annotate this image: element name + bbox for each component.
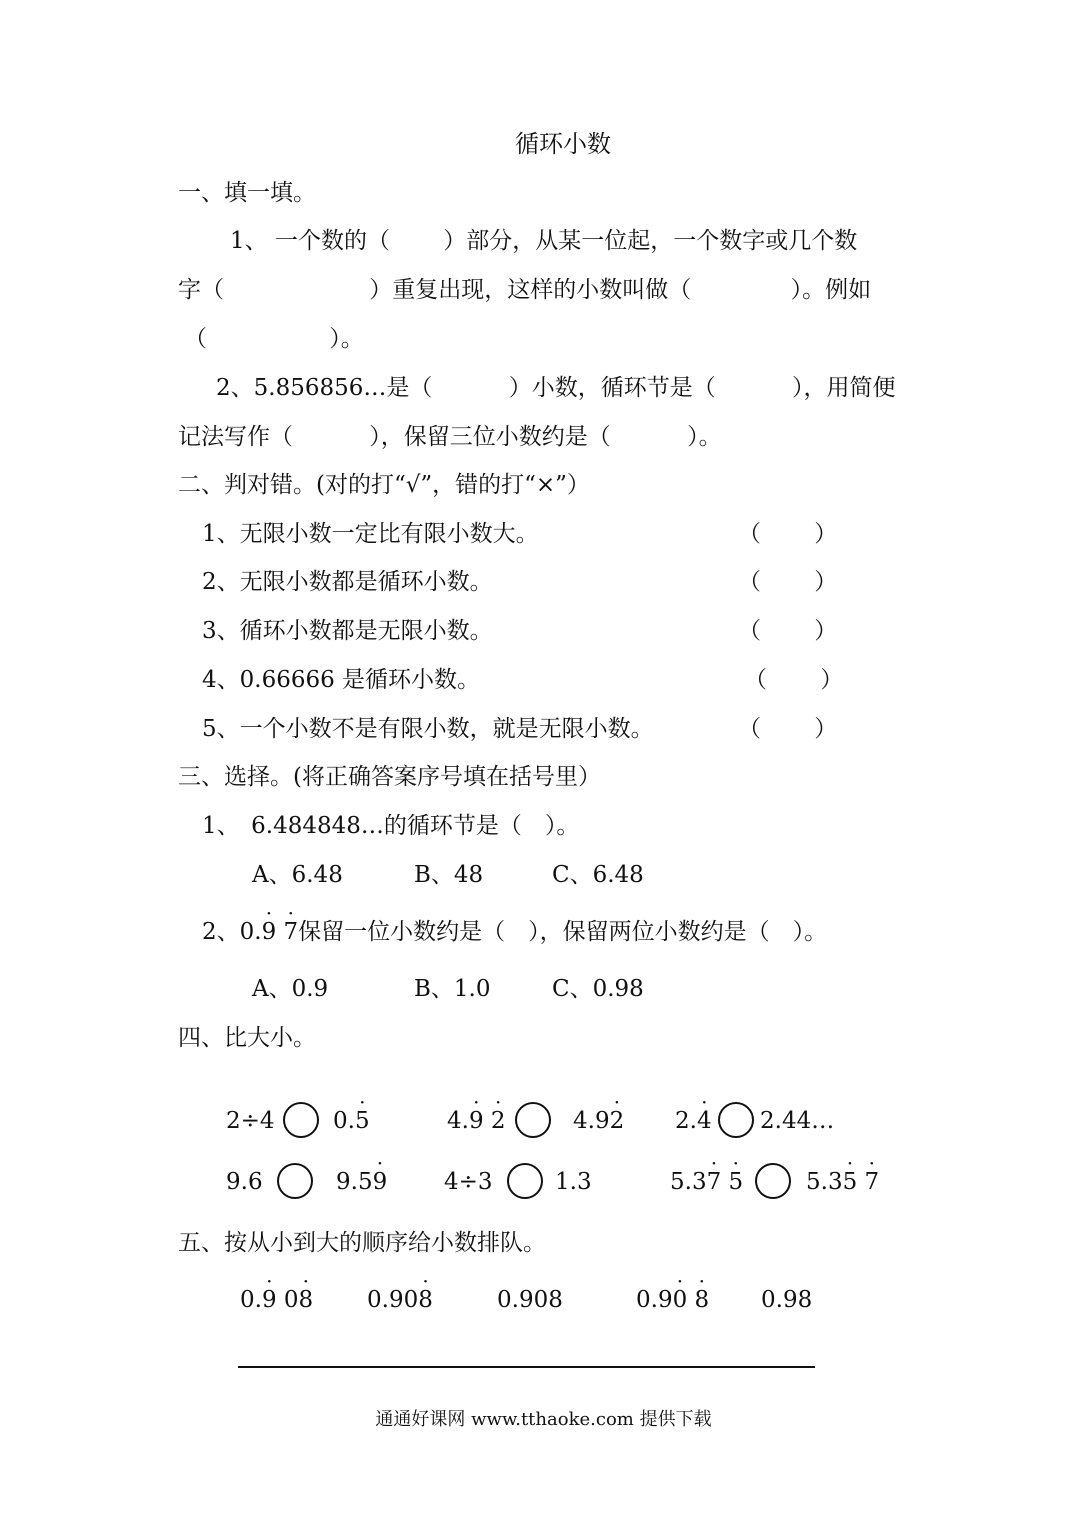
- s3-q2: [202, 917, 827, 947]
- number-base: 0.: [240, 1287, 262, 1313]
- s1-q1-line2: 字（ ）重复出现，这样的小数叫做（ ）。例如: [178, 277, 872, 303]
- repeating-digit: 7 ·: [284, 917, 299, 947]
- order-number: [367, 1285, 433, 1315]
- s3-q2-suffix: 保留一位小数约是（ ），保留两位小数约是（ ）。: [298, 919, 828, 945]
- s1-q1-line1: 1、 一个数的（ ）部分，从某一位起，一个数字或几个数: [230, 228, 858, 254]
- s1-q1-line3: （ ）。: [184, 326, 364, 352]
- repeating-digit: 5 ·: [729, 1167, 744, 1197]
- compare-left: 9.6: [226, 1169, 263, 1195]
- page-title: 循环小数: [515, 130, 611, 158]
- section-2-heading: 二、判对错。(对的打“√”，错的打“×”）: [178, 472, 590, 498]
- s1-q2-line2: 记法写作（ ），保留三位小数约是（ ）。: [178, 424, 722, 450]
- s2-item-text: 3、循环小数都是无限小数。: [202, 618, 493, 644]
- compare-left: [447, 1106, 506, 1136]
- s3-q2-prefix: 2、0.: [202, 919, 262, 945]
- repeating-digit: 5 ·: [843, 1167, 858, 1197]
- s2-item-text: 4、0.66666 是循环小数。: [202, 667, 481, 693]
- number-base: 0.90: [367, 1287, 419, 1313]
- footer-divider: [238, 1366, 815, 1368]
- s3-q2-option-c: C、0.98: [552, 976, 644, 1002]
- repeating-digit: 9 ·: [469, 1106, 484, 1136]
- s2-item-blank: （ ）: [738, 521, 838, 547]
- section-5-heading: 五、按从小到大的顺序给小数排队。: [178, 1230, 546, 1256]
- number-base: 5.3: [806, 1169, 843, 1195]
- compare-left: [675, 1106, 712, 1136]
- s2-item-blank: （ ）: [738, 569, 838, 595]
- s1-q2-line1: 2、5.856856…是（ ）小数，循环节是（ ），用简便: [216, 375, 896, 401]
- repeating-digit: 9 ·: [262, 1285, 277, 1315]
- number-digit: 0: [283, 1287, 299, 1313]
- number-base: 0.9: [636, 1287, 673, 1313]
- s3-q1-option-b: B、48: [414, 862, 484, 888]
- order-number: 0.98: [761, 1287, 813, 1313]
- number-base: 5.3: [670, 1169, 707, 1195]
- s2-item-text: 2、无限小数都是循环小数。: [202, 569, 493, 595]
- compare-left: [670, 1167, 743, 1197]
- order-number: [240, 1285, 313, 1315]
- compare-right: [573, 1106, 624, 1136]
- s3-q1: 1、 6.484848…的循环节是（ ）。: [202, 813, 580, 839]
- order-number: [636, 1285, 709, 1315]
- number-base: 9.5: [336, 1169, 373, 1195]
- section-4-heading: 四、比大小。: [178, 1025, 316, 1051]
- s2-item-blank: （ ）: [738, 716, 838, 742]
- compare-right: [336, 1167, 387, 1197]
- repeating-digit: 4 ·: [697, 1106, 712, 1136]
- number-base: 2.: [675, 1108, 697, 1134]
- compare-right: 1.3: [555, 1169, 592, 1195]
- compare-right: 2.44…: [760, 1108, 835, 1134]
- s3-q1-option-c: C、6.48: [552, 862, 644, 888]
- compare-right: [333, 1106, 370, 1136]
- order-number: 0.908: [497, 1287, 563, 1313]
- compare-circle[interactable]: [718, 1102, 754, 1138]
- repeating-digit: 5 ·: [355, 1106, 370, 1136]
- compare-circle[interactable]: [755, 1163, 791, 1199]
- s3-q1-option-a: A、6.48: [252, 862, 343, 888]
- s2-item-blank: （ ）: [738, 618, 838, 644]
- footer-text: 通通好课网 www.tthaoke.com 提供下载: [375, 1409, 712, 1430]
- s3-q2-option-a: A、0.9: [252, 976, 329, 1002]
- s2-item-blank: （ ）: [744, 667, 844, 693]
- compare-circle[interactable]: [515, 1102, 551, 1138]
- compare-right: [806, 1167, 879, 1197]
- repeating-digit: 7 ·: [707, 1167, 722, 1197]
- repeating-digit: 2 ·: [491, 1106, 506, 1136]
- compare-left: 4÷3: [444, 1169, 493, 1195]
- compare-circle[interactable]: [507, 1163, 543, 1199]
- number-base: 4.: [447, 1108, 469, 1134]
- repeating-digit: 8 ·: [299, 1285, 314, 1315]
- section-1-heading: 一、填一填。: [178, 180, 316, 206]
- repeating-digit: 0 ·: [673, 1285, 688, 1315]
- compare-circle[interactable]: [277, 1163, 313, 1199]
- repeating-digit: 8 ·: [695, 1285, 710, 1315]
- number-base: 0.: [333, 1108, 355, 1134]
- repeating-digit: 2 ·: [610, 1106, 625, 1136]
- s3-q2-option-b: B、1.0: [414, 976, 491, 1002]
- repeating-digit: 9 ·: [262, 917, 277, 947]
- repeating-digit: 9 ·: [373, 1167, 388, 1197]
- compare-left: 2÷4: [226, 1108, 275, 1134]
- section-3-heading: 三、选择。(将正确答案序号填在括号里）: [178, 764, 601, 790]
- s2-item-text: 5、一个小数不是有限小数，就是无限小数。: [202, 716, 654, 742]
- compare-circle[interactable]: [283, 1102, 319, 1138]
- repeating-digit: 8 ·: [418, 1285, 433, 1315]
- s2-item-text: 1、无限小数一定比有限小数大。: [202, 521, 539, 547]
- number-base: 4.9: [573, 1108, 610, 1134]
- repeating-digit: 7 ·: [865, 1167, 880, 1197]
